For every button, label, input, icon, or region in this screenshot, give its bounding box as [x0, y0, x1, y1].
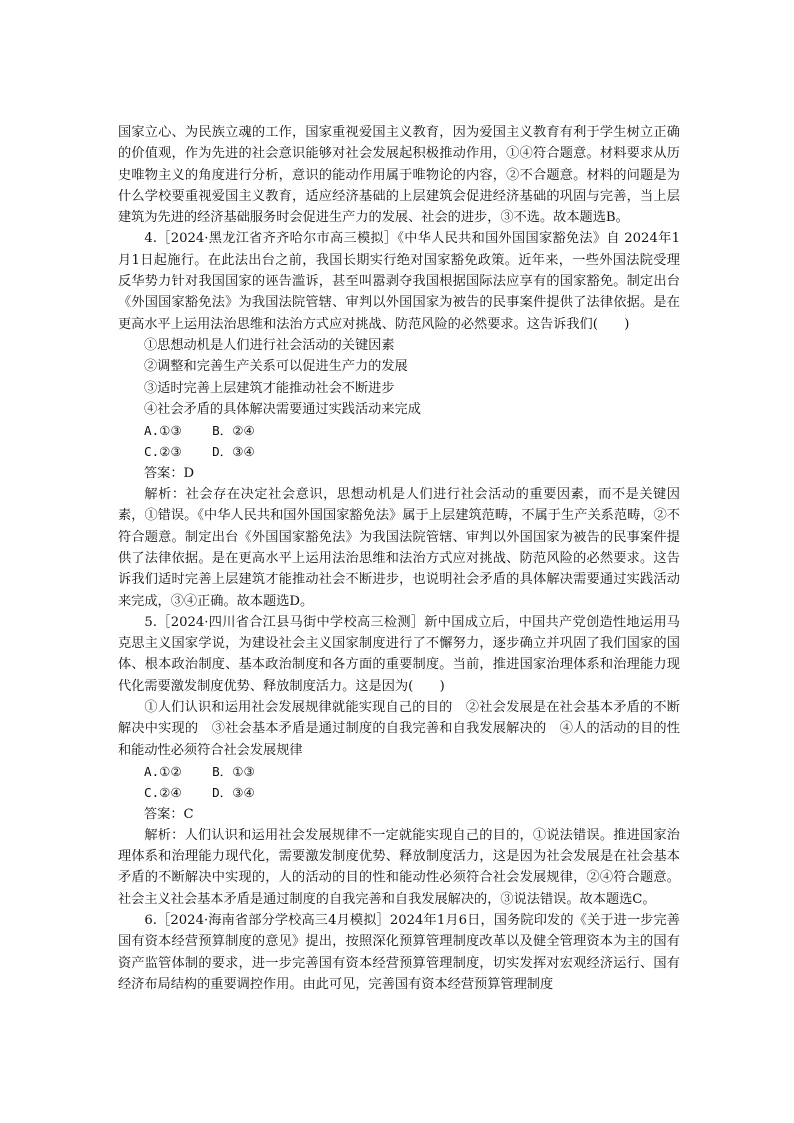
question-5-answer: 答案：C	[144, 806, 194, 822]
question-6	[118, 910, 680, 995]
question-5-analysis: 解析：人们认识和运用社会发展规律不一定就能实现自己的目的，①说法错误。推进国家治理体系和治理能力现代化，需要激发制度优势、释放制度活力，这是因为社会发展是在社会基本矛盾的不断解决中实现的，人的活动的目的性和能动性必须符合社会发展规律，②④符合题意。社会主义社会基本矛盾是通过制度的自我完善和自我发展解决的，③说法错误。故本题选C。	[118, 827, 680, 907]
question-5	[118, 612, 680, 910]
question-5-options: ①人们认识和运用社会发展规律就能实现自己的目的 ②社会发展是在社会基本矛盾的不断解决中实现的 ③社会基本矛盾是通过制度的自我完善和自我发展解决的 ④人的活动的目的性和能动性必须符合社会发展规律	[118, 700, 680, 758]
question-6-stem: 6.［2024·海南省部分学校高三4月模拟］2024年1月6日，国务院印发的《关于进一步完善国有资本经营预算制度的意见》提出，按照深化预算管理制度改革以及健全管理资本为主的国有资产监管体制的要求，进一步完善国有资本经营预算管理制度，切实发挥对宏观经济运行、国有经济布局结构的重要调控作用。由此可见，完善国有资本经营预算管理制度	[118, 912, 680, 992]
question-4-option-2: ②调整和完善生产关系可以促进生产力的发展	[144, 359, 408, 375]
question-5-choices-ab: A.①② B．①③	[144, 763, 255, 779]
question-4-option-3: ③适时完善上层建筑才能推动社会不断进步	[144, 380, 395, 396]
intro-paragraph: 国家立心、为民族立魂的工作，国家重视爱国主义教育，因为爱国主义教育有利于学生树立正确的价值观，作为先进的社会意识能够对社会发展起积极推动作用，①④符合题意。材料要求从历史唯物主义的角度进行分析，意识的能动作用属于唯物论的内容，②不合题意。材料的问题是为什么学校要重视爱国主义教育，适应经济基础的上层建筑会促进经济基础的巩固与完善，当上层建筑为先进的经济基础服务时会促进生产力的发展、社会的进步，③不选。故本题选B。	[118, 125, 680, 226]
document-page	[118, 122, 680, 995]
question-4	[118, 228, 680, 611]
question-5-stem: 5.［2024·四川省合江县马街中学校高三检测］新中国成立后，中国共产党创造性地运用马克思主义国家学说，为建设社会主义国家制度进行了不懈努力，逐步确立并巩固了我们国家的国体、根本政治制度、基本政治制度和各方面的重要制度。当前，推进国家治理体系和治理能力现代化需要激发制度优势、释放制度活力。这是因为( )	[118, 614, 680, 694]
question-5-choices-cd: C.②④ D．③④	[144, 785, 255, 801]
question-4-option-1: ①思想动机是人们进行社会活动的关键因素	[144, 337, 395, 353]
question-4-choices-ab: A.①③ B．②④	[144, 423, 255, 439]
question-4-analysis: 解析：社会存在决定社会意识，思想动机是人们进行社会活动的重要因素，而不是关键因素，①错误。《中华人民共和国外国国家豁免法》属于上层建筑范畴，不属于生产关系范畴，②不符合题意。制定出台《外国国家豁免法》为我国法院管辖、审判以外国国家为被告的民事案件提供了法律依据。是在更高水平上运用法治思维和法治方式应对挑战、防范风险的必然要求。这告诉我们适时完善上层建筑才能推动社会不断进步，也说明社会矛盾的具体解决需要通过实践活动来完成，③④正确。故本题选D。	[118, 487, 680, 609]
question-4-stem: 4.［2024·黑龙江省齐齐哈尔市高三模拟］《中华人民共和国外国国家豁免法》自 2024年1月1日起施行。在此法出台之前，我国长期实行绝对国家豁免政策。近年来，一些外国法院受理反华势力针对我国国家的诬告滥诉，甚至叫嚣剥夺我国根据国际法应享有的国家豁免。制定出台《外国国家豁免法》为我国法院管辖、审判以外国国家为被告的民事案件提供了法律依据。是在更高水平上运用法治思维和法治方式应对挑战、防范风险的必然要求。这告诉我们( )	[118, 231, 680, 332]
question-4-answer: 答案：D	[144, 465, 195, 481]
question-4-choices-cd: C.②③ D．③④	[144, 444, 255, 460]
question-4-option-4: ④社会矛盾的具体解决需要通过实践活动来完成	[144, 401, 421, 417]
